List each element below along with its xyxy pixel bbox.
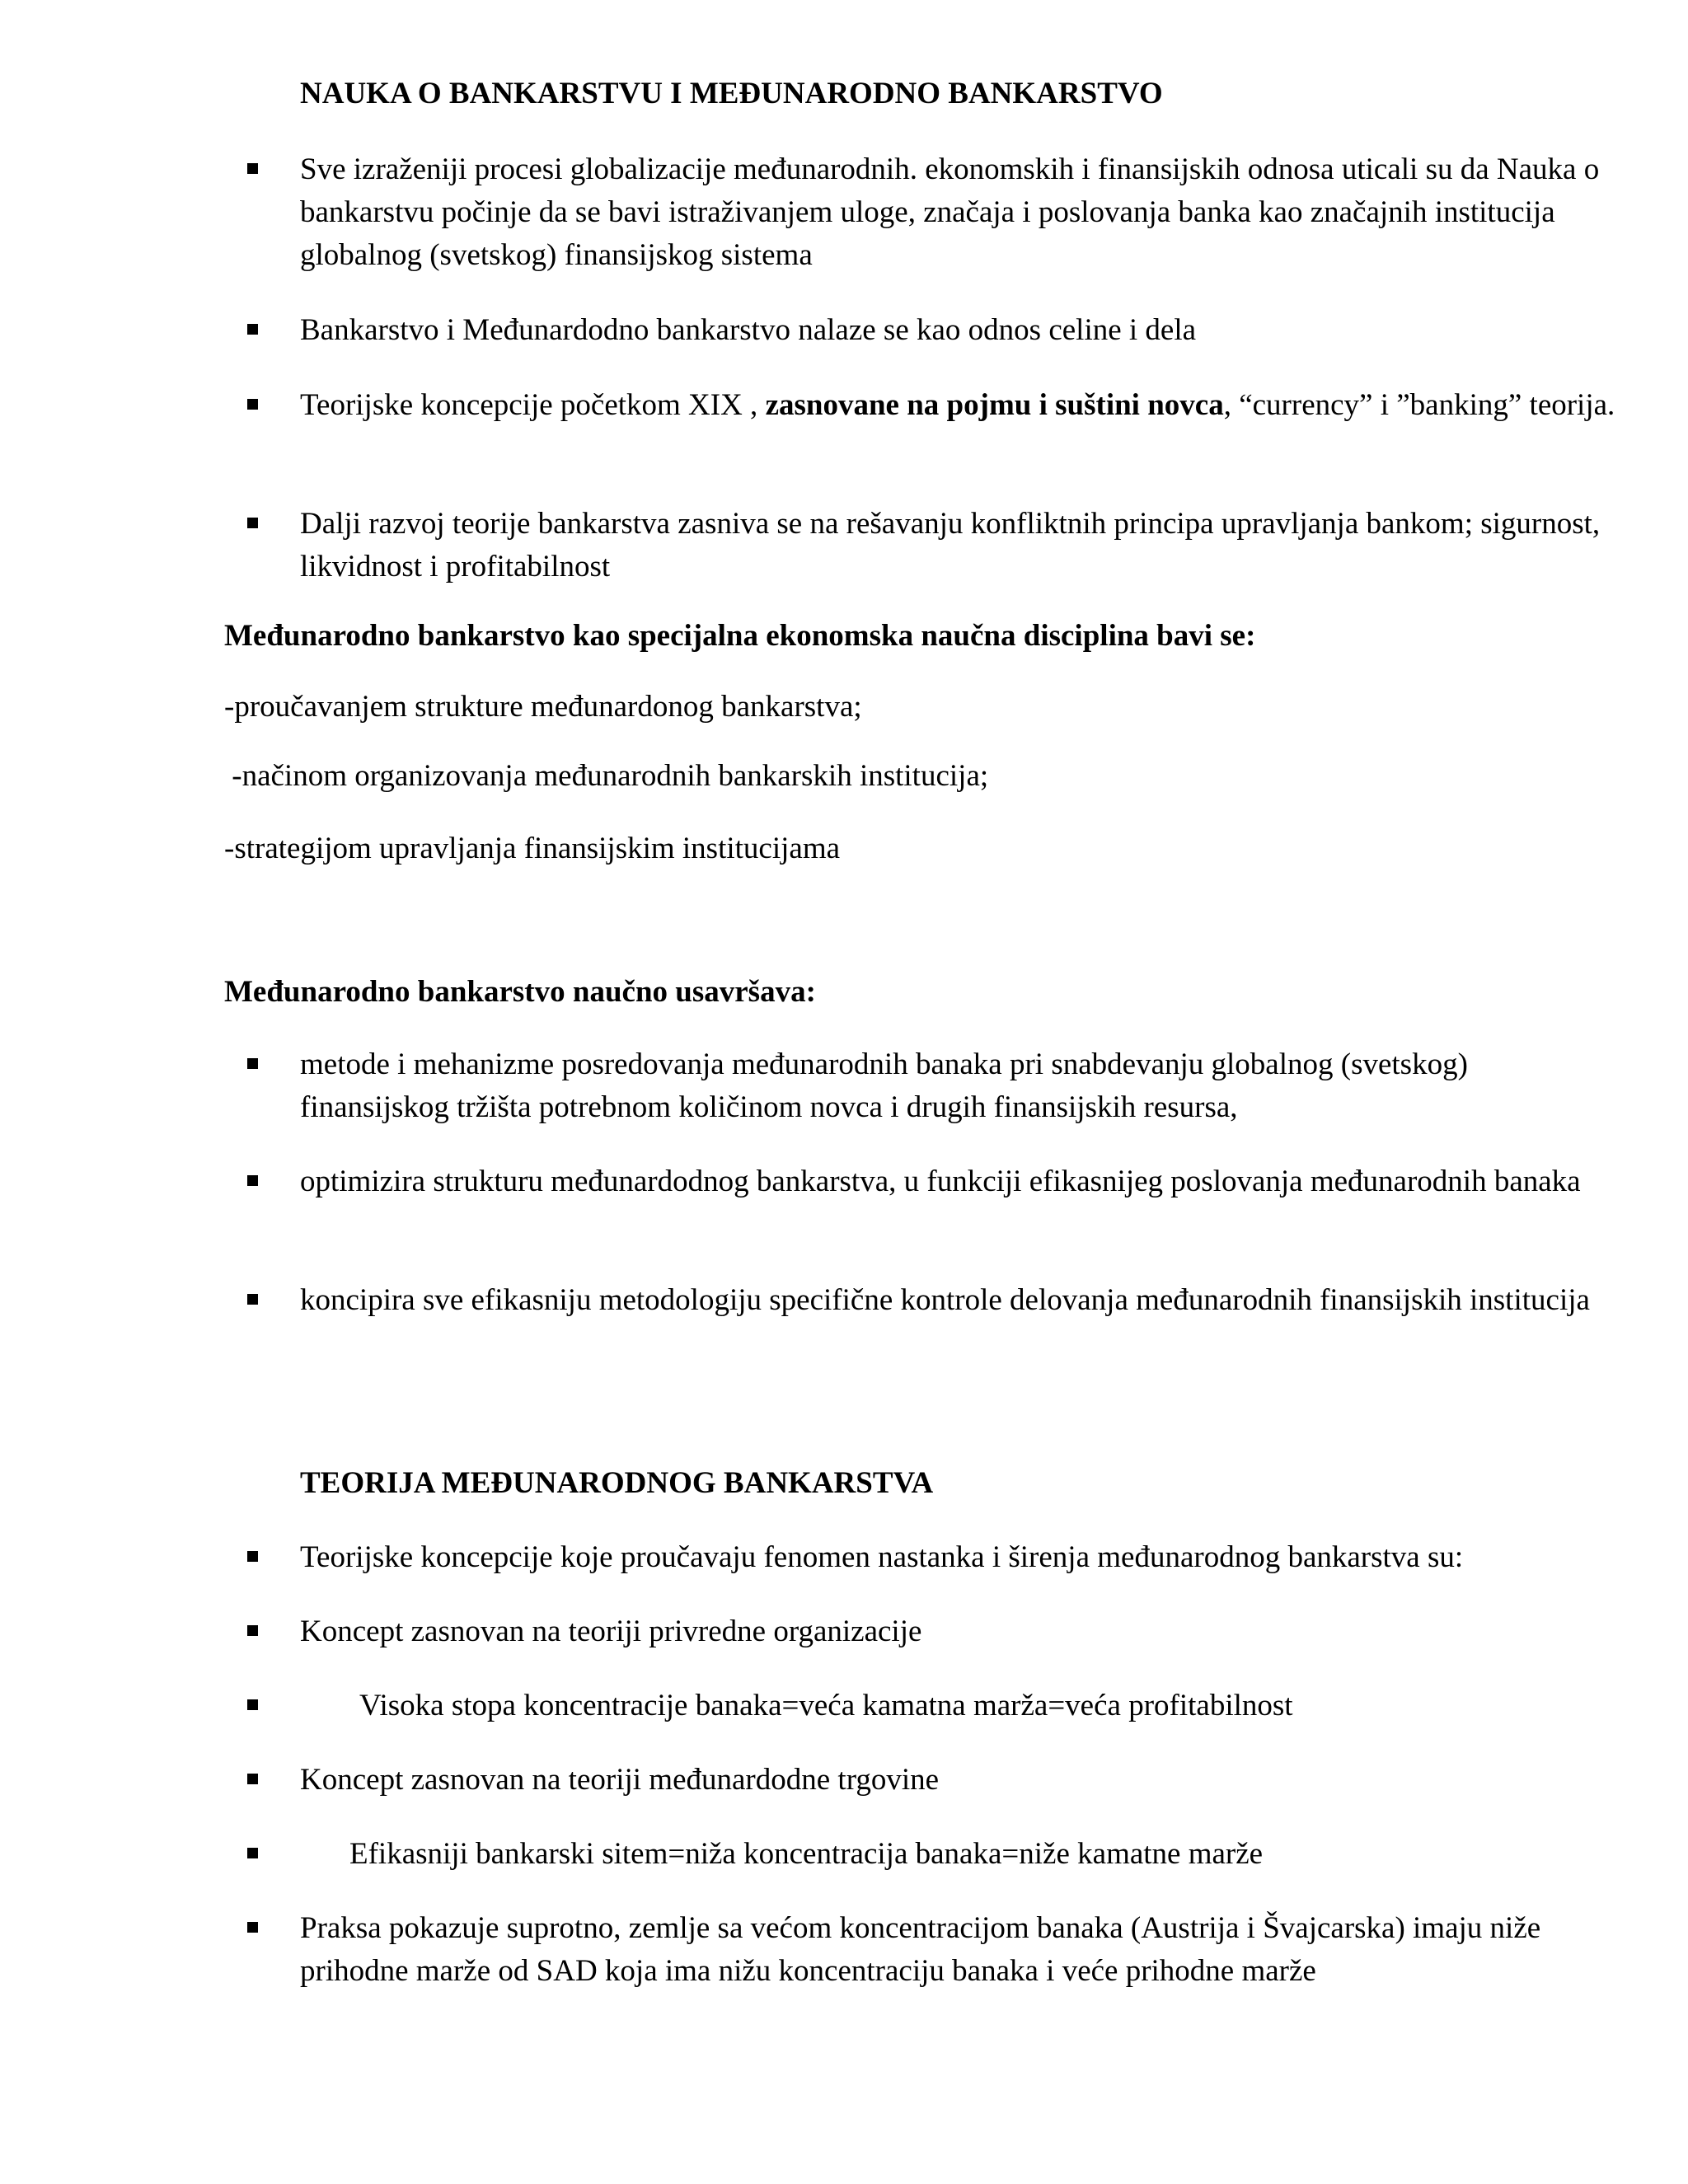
list-item: Dalji razvoj teorije bankarstva zasniva se na rešavanju konfliktnih principa upravljanja bankom; sigurnost, likvidnost i profitabilnost <box>247 503 1615 588</box>
square-bullet-icon <box>247 399 258 410</box>
square-bullet-icon <box>247 163 258 174</box>
list-item: Koncept zasnovan na teoriji međunardodne trgovine <box>247 1759 1615 1802</box>
list-item <box>247 384 1615 427</box>
square-bullet-icon <box>247 1848 258 1858</box>
square-bullet-icon <box>247 1058 258 1069</box>
subsection-title: Međunarodno bankarstvo kao specijalna ekonomska naučna disciplina bavi se: <box>224 619 1256 653</box>
square-bullet-icon <box>247 1774 258 1784</box>
bullet-text-part: Teorijske koncepcije početkom XIX , <box>300 388 766 422</box>
list-item: -strategijom upravljanja finansijskim institucijama <box>224 832 841 865</box>
square-bullet-icon <box>247 1625 258 1636</box>
bullet-text-bold: zasnovane na pojmu i suštini novca <box>765 388 1224 422</box>
list-item: -načinom organizovanja međunarodnih bankarskih institucija; <box>224 759 989 793</box>
bullet-text-part: , “currency” i ”banking” teorija. <box>1223 388 1615 422</box>
list-item: Efikasniji bankarski sitem=niža koncentracija banaka=niže kamatne marže <box>247 1833 1615 1876</box>
section-heading: NAUKA O BANKARSTVU I MEĐUNARODNO BANKARSTVO <box>300 77 1163 110</box>
section-heading: TEORIJA MEĐUNARODNOG BANKARSTVA <box>300 1466 934 1500</box>
list-item: Sve izraženiji procesi globalizacije međunarodnih. ekonomskih i finansijskih odnosa uticali su da Nauka o bankarstvu počinje da se bavi istraživanjem uloge, značaja i poslovanja banka kao značajnih institucija globalnog (svetskog) finansijskog sistema <box>247 148 1615 277</box>
list-item: Visoka stopa koncentracije banaka=veća kamatna marža=veća profitabilnost <box>247 1685 1615 1727</box>
list-item: Praksa pokazuje suprotno, zemlje sa većom koncentracijom banaka (Austrija i Švajcarska) imaju niže prihodne marže od SAD koja ima nižu koncentraciju banaka i veće prihodne marže <box>247 1907 1615 1993</box>
square-bullet-icon <box>247 1699 258 1710</box>
list-item: koncipira sve efikasniju metodologiju specifične kontrole delovanja međunarodnih finansijskih institucija <box>247 1279 1615 1322</box>
square-bullet-icon <box>247 1175 258 1186</box>
list-item: Bankarstvo i Međunardodno bankarstvo nalaze se kao odnos celine i dela <box>247 309 1615 352</box>
square-bullet-icon <box>247 1922 258 1933</box>
square-bullet-icon <box>247 518 258 528</box>
list-item: Teorijske koncepcije koje proučavaju fenomen nastanka i širenja međunarodnog bankarstva su: <box>247 1536 1615 1579</box>
list-item: metode i mehanizme posredovanja međunarodnih banaka pri snabdevanju globalnog (svetskog) finansijskog tržišta potrebnom količinom novca i drugih finansijskih resursa, <box>247 1043 1615 1129</box>
list-item: optimizira strukturu međunardodnog bankarstva, u funkciji efikasnijeg poslovanja međunarodnih banaka <box>247 1160 1615 1203</box>
square-bullet-icon <box>247 1551 258 1562</box>
list-item: -proučavanjem strukture međunardonog bankarstva; <box>224 690 862 724</box>
list-item: Koncept zasnovan na teoriji privredne organizacije <box>247 1610 1615 1653</box>
square-bullet-icon <box>247 324 258 335</box>
square-bullet-icon <box>247 1294 258 1305</box>
subsection-title: Međunarodno bankarstvo naučno usavršava: <box>224 975 816 1009</box>
